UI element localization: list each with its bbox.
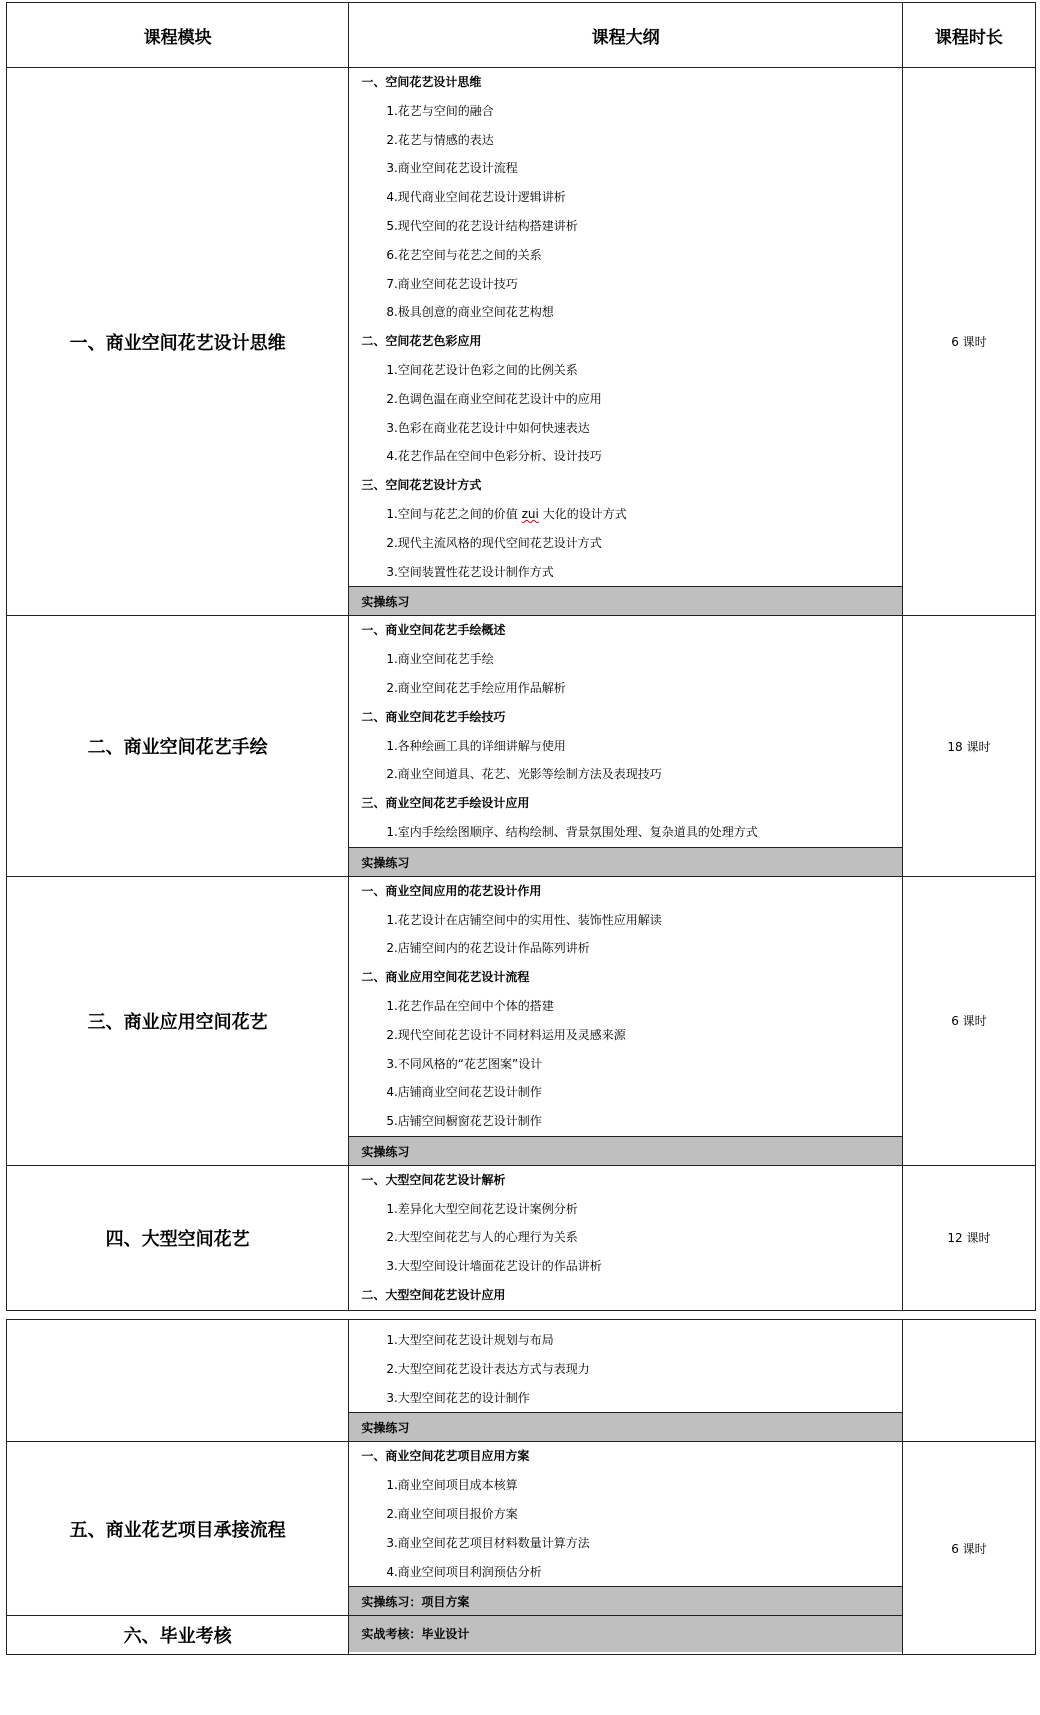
outline-item: 4.现代商业空间花艺设计逻辑讲析 (386, 190, 566, 205)
outline-item: 3.不同风格的“花艺图案”设计 (386, 1056, 543, 1071)
outline-item-text: 1.空间与花艺之间的价值 (386, 506, 518, 521)
section-title: 一、大型空间花艺设计解析 (361, 1172, 506, 1187)
section-title: 三、空间花艺设计方式 (361, 478, 482, 493)
module-title: 五、商业花艺项目承接流程 (7, 1442, 349, 1616)
outline-item: 2.色调色温在商业空间花艺设计中的应用 (386, 391, 602, 406)
module-title: 一、商业空间花艺设计思维 (7, 68, 349, 616)
outline-item: 4.商业空间项目利润预估分析 (386, 1564, 542, 1579)
practice-label: 实操练习 (349, 586, 902, 615)
exam-label: 实战考核：毕业设计 (349, 1616, 902, 1652)
outline-item: 3.大型空间花艺的设计制作 (386, 1390, 530, 1405)
outline-item: 1.空间花艺设计色彩之间的比例关系 (386, 362, 578, 377)
header-module: 课程模块 (7, 3, 349, 68)
spelling-marked-word: zui (521, 506, 539, 521)
module-hours: 12 课时 (902, 1165, 1035, 1310)
outline-item: 5.现代空间的花艺设计结构搭建讲析 (386, 218, 578, 233)
outline-item (349, 500, 902, 529)
outline-item: 6.花艺空间与花艺之间的关系 (386, 247, 542, 262)
course-table-part-2 (6, 1319, 1036, 1655)
module-row-3 (7, 876, 1036, 1165)
section-title: 二、空间花艺色彩应用 (361, 334, 482, 349)
outline-item: 3.商业空间花艺项目材料数量计算方法 (386, 1535, 590, 1550)
module-outline (349, 1320, 903, 1442)
section-title: 一、空间花艺设计思维 (361, 75, 482, 89)
course-table-part-1 (6, 2, 1036, 1311)
outline-item: 1.大型空间花艺设计规划与布局 (386, 1333, 554, 1347)
outline-item: 2.现代主流风格的现代空间花艺设计方式 (386, 535, 602, 550)
header-duration: 课程时长 (902, 3, 1035, 68)
outline-item: 2.大型空间花艺与人的心理行为关系 (386, 1230, 578, 1245)
section-title: 二、商业应用空间花艺设计流程 (361, 970, 530, 985)
outline-item: 1.各种绘画工具的详细讲解与使用 (386, 738, 566, 753)
module-title-empty (7, 1320, 349, 1442)
module-hours-empty (902, 1320, 1035, 1442)
outline-item: 1.花艺与空间的融合 (386, 103, 494, 118)
header-row (7, 3, 1036, 68)
section-title: 二、大型空间花艺设计应用 (361, 1288, 506, 1303)
outline-item: 2.商业空间道具、花艺、光影等绘制方法及表现技巧 (386, 767, 662, 782)
module-hours: 18 课时 (902, 616, 1035, 876)
module-hours: 6 课时 (902, 876, 1035, 1165)
module-title: 二、商业空间花艺手绘 (7, 616, 349, 876)
outline-item: 8.极具创意的商业空间花艺构想 (386, 305, 554, 320)
section-title: 一、商业空间应用的花艺设计作用 (361, 883, 542, 898)
module-outline (349, 1165, 903, 1310)
outline-item: 4.店铺商业空间花艺设计制作 (386, 1085, 542, 1100)
outline-item: 1.花艺设计在店铺空间中的实用性、装饰性应用解读 (386, 912, 662, 927)
section-title: 一、商业空间花艺手绘概述 (361, 623, 506, 638)
module-row-1 (7, 68, 1036, 616)
module-hours: 6 课时 (902, 68, 1035, 616)
module-outline (349, 1616, 903, 1655)
practice-label: 实操练习 (349, 847, 902, 876)
outline-item: 2.大型空间花艺设计表达方式与表现力 (386, 1361, 590, 1376)
outline-item: 1.室内手绘绘图顺序、结构绘制、背景氛围处理、复杂道具的处理方式 (386, 824, 758, 839)
module-outline (349, 876, 903, 1165)
outline-item: 3.商业空间花艺设计流程 (386, 161, 518, 176)
outline-item: 1.商业空间花艺手绘 (386, 652, 494, 667)
outline-item: 2.现代空间花艺设计不同材料运用及灵感来源 (386, 1027, 626, 1042)
outline-item: 1.差异化大型空间花艺设计案例分析 (386, 1201, 578, 1216)
header-outline: 课程大纲 (349, 3, 903, 68)
module-row-4 (7, 1165, 1036, 1310)
outline-item-text-rest: 大化的设计方式 (542, 506, 627, 521)
module-outline (349, 1442, 903, 1616)
practice-label: 实操练习 (349, 1412, 902, 1441)
practice-label: 实操练习 (349, 1136, 902, 1165)
outline-item: 4.花艺作品在空间中色彩分析、设计技巧 (386, 449, 602, 464)
module-hours: 6 课时 (902, 1442, 1035, 1655)
module-row-5 (7, 1442, 1036, 1616)
module-row-2 (7, 616, 1036, 876)
section-title: 二、商业空间花艺手绘技巧 (361, 709, 506, 724)
module-row-6 (7, 1616, 1036, 1655)
outline-item: 7.商业空间花艺设计技巧 (386, 276, 518, 291)
module-outline (349, 68, 903, 616)
outline-item: 3.色彩在商业花艺设计中如何快速表达 (386, 420, 590, 435)
module-row-4-continued (7, 1320, 1036, 1442)
section-title: 一、商业空间花艺项目应用方案 (361, 1449, 530, 1464)
outline-item: 2.商业空间项目报价方案 (386, 1506, 518, 1521)
module-title: 三、商业应用空间花艺 (7, 876, 349, 1165)
module-outline (349, 616, 903, 876)
module-title: 六、毕业考核 (7, 1616, 349, 1655)
outline-item: 3.空间装置性花艺设计制作方式 (386, 564, 554, 579)
outline-item: 3.大型空间设计墙面花艺设计的作品讲析 (386, 1259, 602, 1274)
section-title: 三、商业空间花艺手绘设计应用 (361, 796, 530, 811)
outline-item: 2.店铺空间内的花艺设计作品陈列讲析 (386, 941, 590, 956)
module-title: 四、大型空间花艺 (7, 1165, 349, 1310)
practice-label: 实操练习：项目方案 (349, 1586, 902, 1615)
outline-item: 2.商业空间花艺手绘应用作品解析 (386, 680, 566, 695)
outline-item: 2.花艺与情感的表达 (386, 132, 494, 147)
outline-item: 1.花艺作品在空间中个体的搭建 (386, 998, 554, 1013)
outline-item: 1.商业空间项目成本核算 (386, 1478, 518, 1493)
outline-item: 5.店铺空间橱窗花艺设计制作 (386, 1114, 542, 1129)
